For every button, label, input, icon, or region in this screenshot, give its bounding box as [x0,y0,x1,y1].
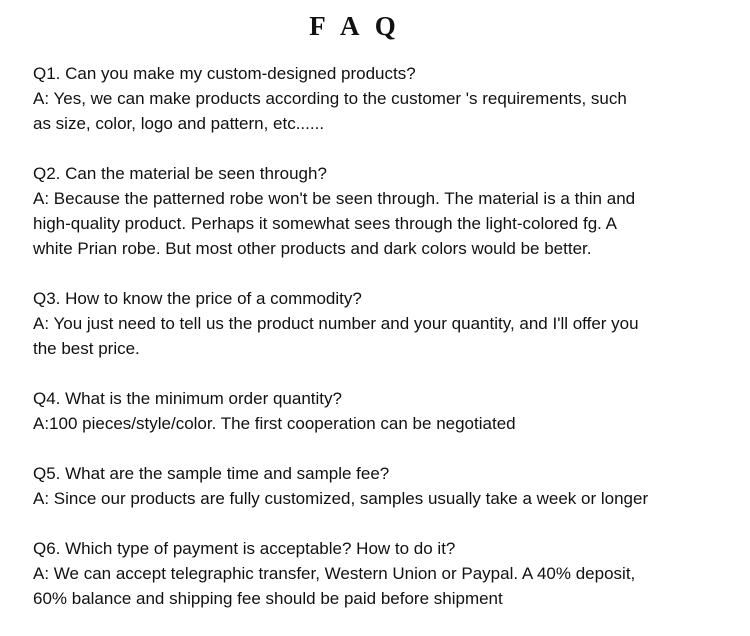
answer-4-line-1: A:100 pieces/style/color. The first cooperation can be negotiated [33,414,516,433]
answer-5-line-1: A: Since our products are fully customized, samples usually take a week or longer [33,489,649,508]
answer-1-line-2: as size, color, logo and pattern, etc...... [33,114,325,133]
faq-item-1 [33,61,733,136]
faq-item-6 [33,536,733,611]
question-1: Q1. Can you make my custom-designed products? [33,64,416,83]
question-3: Q3. How to know the price of a commodity? [33,289,362,308]
question-4: Q4. What is the minimum order quantity? [33,389,342,408]
faq-item-4 [33,386,733,436]
question-5: Q5. What are the sample time and sample fee? [33,464,390,483]
answer-2-line-1: A: Because the patterned robe won't be seen through. The material is a thin and [33,189,636,208]
answer-3-line-2: the best price. [33,339,140,358]
faq-item-5 [33,461,733,511]
answer-6-line-2: 60% balance and shipping fee should be paid before shipment [33,589,503,608]
faq-list [33,61,733,636]
answer-2-line-3: white Prian robe. But most other products and dark colors would be better. [33,239,592,258]
question-2: Q2. Can the material be seen through? [33,164,327,183]
faq-item-2 [33,161,733,261]
answer-2-line-2: high-quality product. Perhaps it somewhat sees through the light-colored fg. A [33,214,618,233]
answer-1-line-1: A: Yes, we can make products according to the customer 's requirements, such [33,89,627,108]
page-title: F A Q [309,11,401,41]
faq-item-3 [33,286,733,361]
question-6: Q6. Which type of payment is acceptable? How to do it? [33,539,456,558]
answer-3-line-1: A: You just need to tell us the product number and your quantity, and I'll offer you [33,314,639,333]
answer-6-line-1: A: We can accept telegraphic transfer, Western Union or Paypal. A 40% deposit, [33,564,636,583]
